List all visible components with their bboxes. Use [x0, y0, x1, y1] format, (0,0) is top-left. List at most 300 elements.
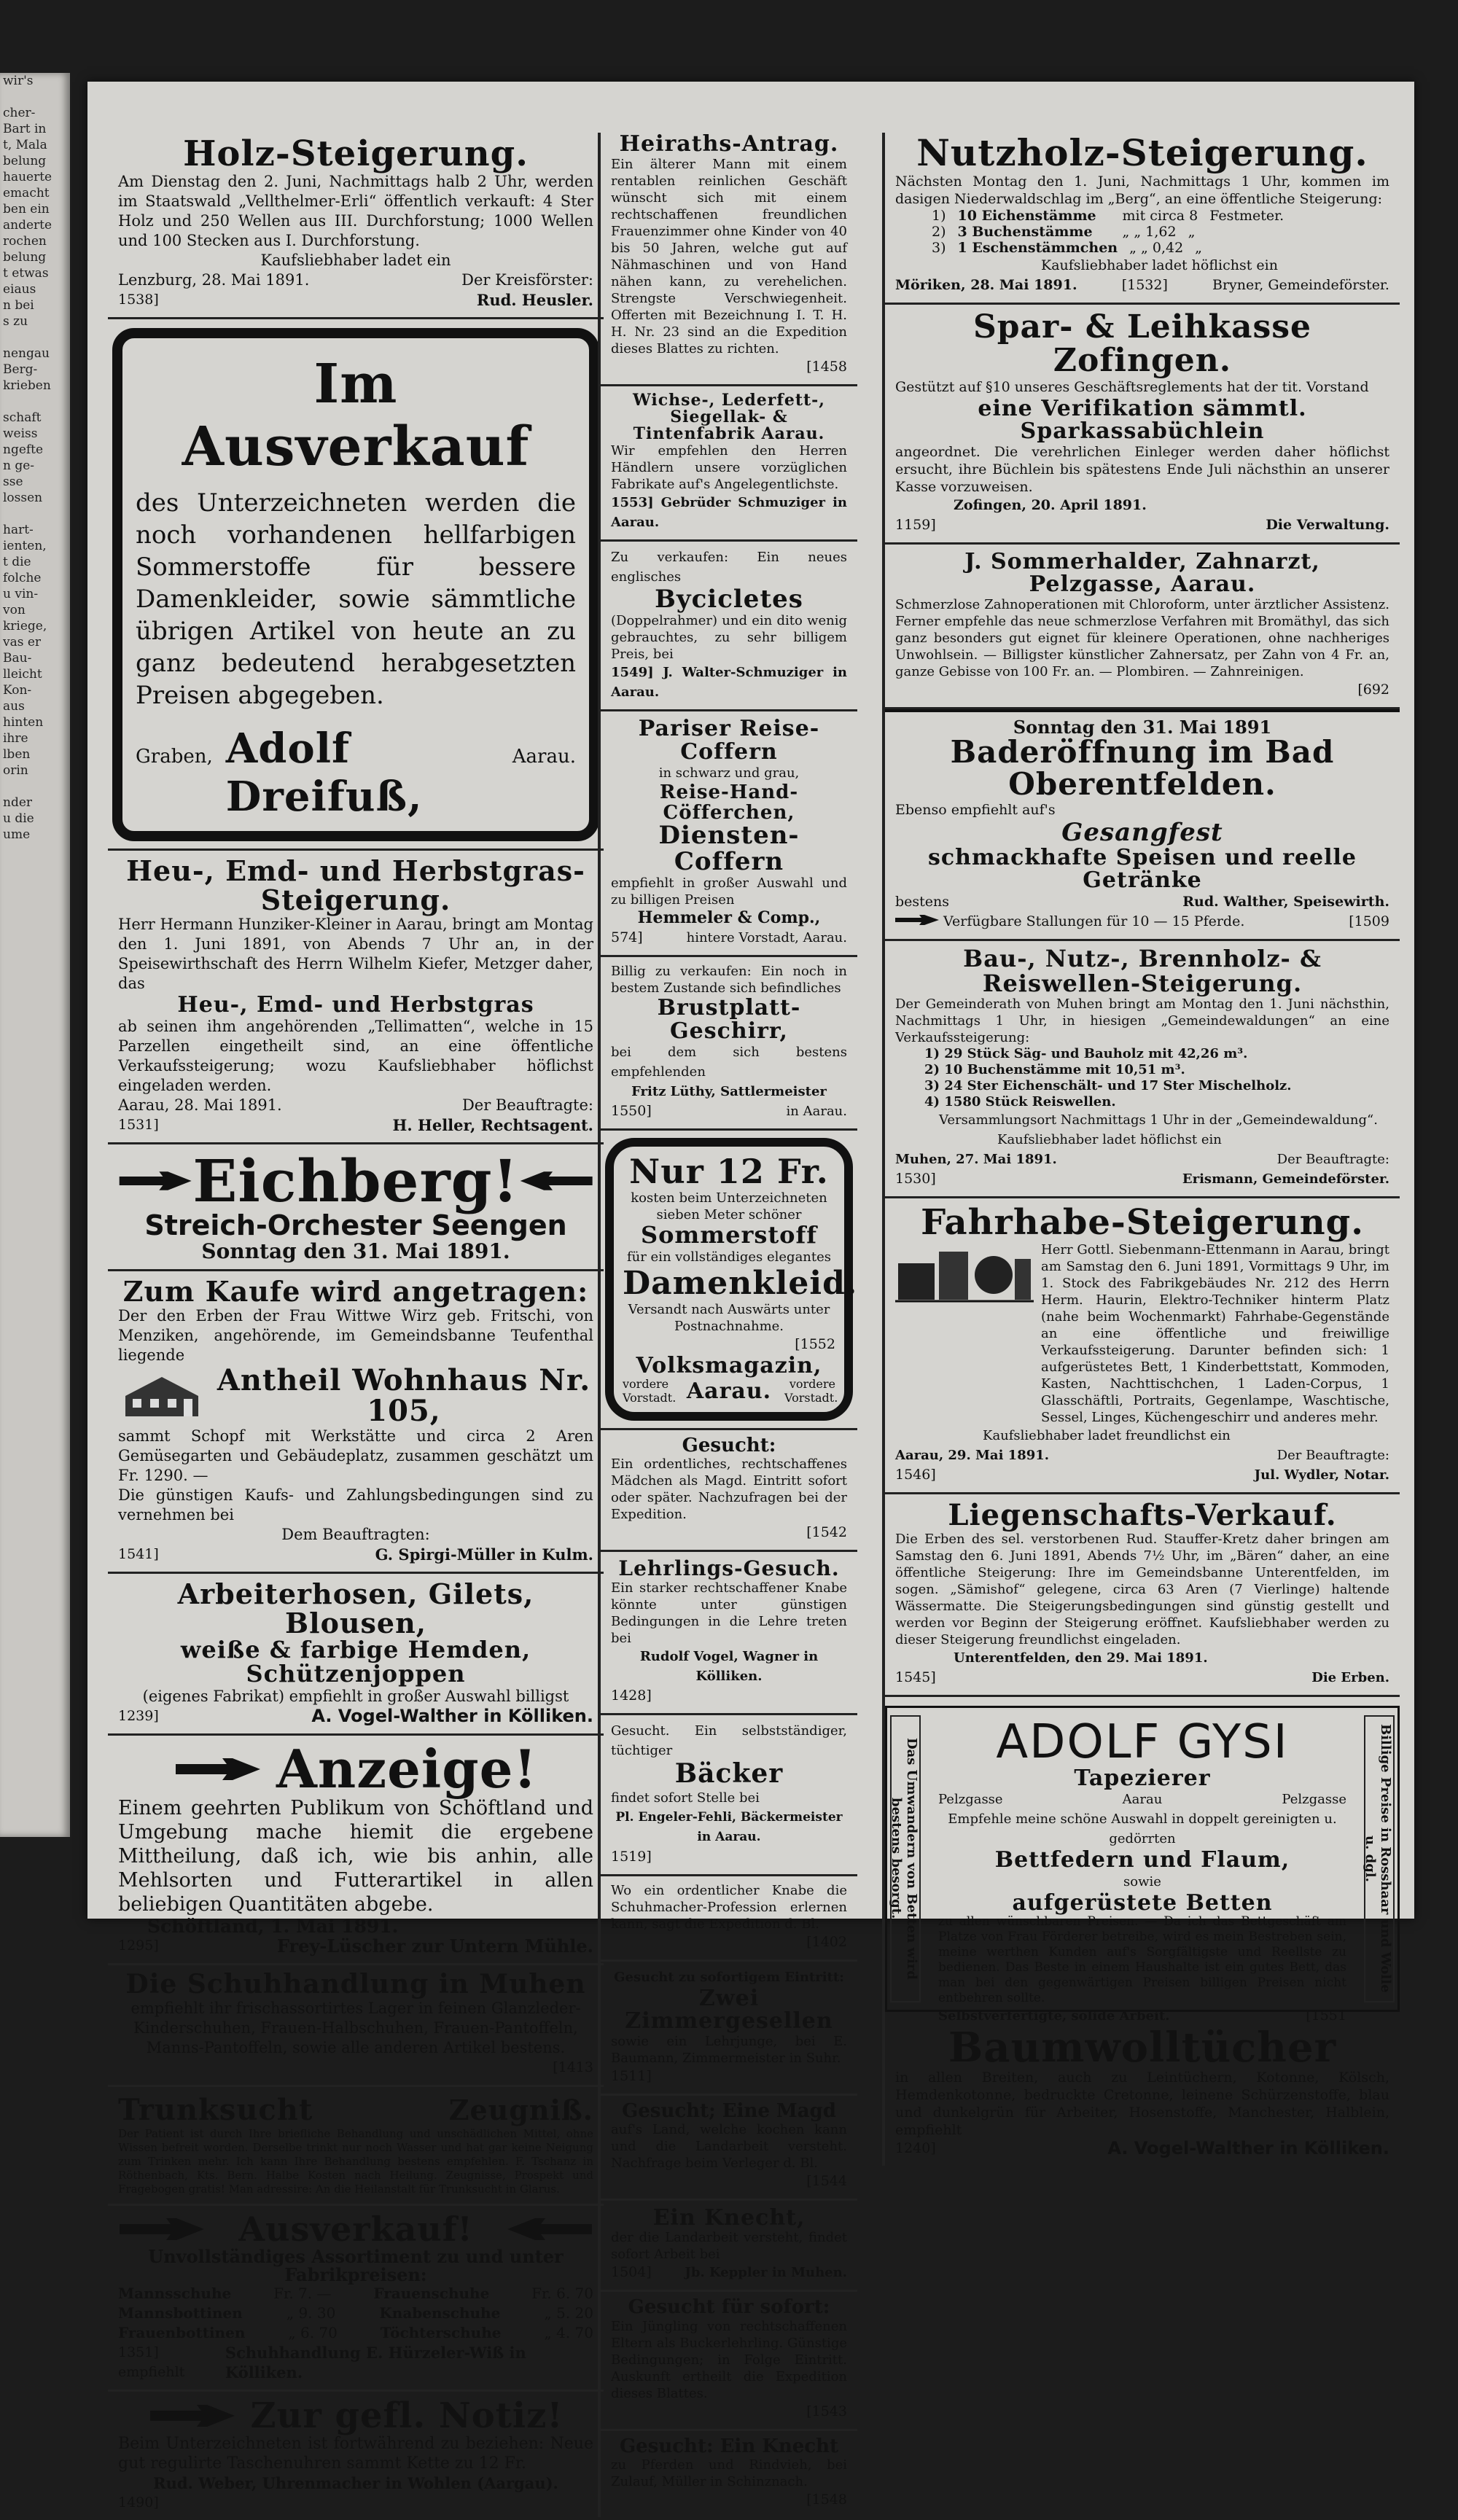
prev-page-fragment: t, Mala — [3, 138, 47, 152]
ad-body: Einem geehrten Publikum von Schöftland und Umgebung mache hiemit die ergebene Mittheilung, daß ich, wie bis anhin, alle Mehlsorten und Futterartikel in allen beliebigen Quantitäten abgebe. — [118, 1797, 593, 1916]
ad-baecker — [601, 1715, 857, 1876]
ad-number: [1402 — [806, 1933, 847, 1950]
prev-page-fragment: Bart in — [3, 122, 47, 136]
ad-number: [1458 — [806, 358, 847, 375]
prev-page-fragment: nder — [3, 795, 33, 810]
ad-nutzholz — [885, 133, 1400, 305]
ad-number: [1552 — [795, 1335, 835, 1352]
ad-title: Brustplatt-Geschirr, — [657, 995, 801, 1044]
ad-title: Fahrhabe-Steigerung. — [921, 1202, 1364, 1244]
prev-page-fragment: hauerte — [3, 170, 52, 184]
ad-body: Der Patient ist durch Ihre briefliche Behandlung und unschädlichen Mittel, ohne Wissen befreit worden. Derselbe trinkt nur noch Wasser und hat gar keine Neigung zum Trinken mehr. Ich kann Ihre Behandlung bestens empfehlen. F. Tschanz in Röthenbach, Kts. Bern. Halbe Kosten nach Heilung. Zeugnisse, Prospekt und Fragebogen gratis! Man adressire: An die Heilanstalt für Trunksucht in Glarus. — [118, 2127, 593, 2196]
ad-sparkasse — [885, 305, 1400, 545]
ad-trunksucht — [108, 2087, 604, 2206]
pointing-hand-right-icon — [149, 2403, 236, 2428]
ad-number: 1531] — [118, 1116, 159, 1133]
ad-sowie: sowie — [1123, 1873, 1161, 1889]
ad-line2: Reise-Hand-Cöfferchen, — [659, 781, 799, 824]
ad-signer: Bryner, Gemeindeförster. — [1212, 276, 1389, 293]
prev-page-fragment: ienten, — [3, 539, 47, 553]
ad-adolf-gysi — [885, 1706, 1400, 2024]
ad-number: [1413 — [553, 2059, 593, 2076]
lot-row: 2) 10 Buchenstämme mit 10,51 m³. — [924, 1062, 1185, 1078]
ad-body: ab seinen ihm angehörenden „Tellimatten“, welche in 15 Parzellen eingetheilt sind, an eine öffentliche Verkaufssteigerung; wozu Kaufsliebhaber höflichst eingeladen werden. — [118, 1017, 593, 1094]
prev-page-fragment: u vin- — [3, 587, 39, 601]
prev-page-fragment: orin — [3, 763, 28, 778]
column-middle — [598, 133, 857, 2517]
ad-body: Ein älterer Mann mit einem rentablen reinlichen Geschäft wünscht sich mit einem rechtschaffenen freundlichen Frauenzimmer ohne Kinder von 40 bis 50 Jahren, welche gut auf Nähmaschinen und von Hand nähen kann, zu verehelichen. Strengste Verschwiegenheit. Offerten mit Bezeichnung I. T. H. H. Nr. 23 sind an die Expedition dieses Blattes zu richten. — [611, 156, 847, 356]
ad-title: Lehrlings-Gesuch. — [618, 1556, 840, 1581]
prev-page-fragment: vas er — [3, 635, 42, 649]
ad-number: 1550] — [611, 1103, 652, 1120]
lot-cell: mit circa 8 — [1122, 207, 1198, 224]
prev-page-fragment: anderte — [3, 218, 52, 233]
ad-body: der die Landarbeit versteht, findet sofort Arbeit bei — [611, 2230, 847, 2263]
lot-list — [895, 1046, 1389, 1110]
ad-number: 1545] — [895, 1669, 936, 1685]
ad-bad-oberentfelden — [885, 709, 1400, 941]
prev-page-fragment: lossen — [3, 491, 43, 505]
ad-signer: Rudolf Vogel, Wagner in Kölliken. — [639, 1648, 819, 1684]
ad-mid: Aarau — [1122, 1792, 1163, 1808]
ad-signer: A. Vogel-Walther in Kölliken. — [1107, 2138, 1389, 2159]
prev-page-fragment: lleicht — [3, 667, 42, 682]
ad-title: Bäcker — [674, 1758, 784, 1789]
ad-anzeige — [108, 1736, 604, 1966]
prev-page-fragment: cher- — [3, 106, 36, 120]
lot-cell: 1) — [932, 207, 946, 224]
ad-number: 574] — [611, 929, 643, 946]
lot-row: 3) 24 Ster Eichenschält- und 17 Ster Mischelholz. — [924, 1078, 1292, 1094]
ad-body: Empfehle meine schöne Auswahl in doppelt gereinigten u. gedörrten — [948, 1811, 1337, 1847]
ad-body: (Doppelrahmer) und ein dito wenig gebrauchtes, zu sehr billigem Preis, bei — [611, 613, 847, 663]
ad-sign-role: Der Kreisförster: — [461, 271, 593, 289]
prev-page-fragment — [0, 329, 70, 346]
ad-end: Selbstverfertigte, solide Arbeit. — [938, 2008, 1170, 2024]
ad-body: sammt Schopf mit Werkstätte und circa 2 Aren Gemüsegarten und Gebäudeplatz, zusammen geschätzt um Fr. 1290. — — [118, 1427, 593, 1484]
price-cell: „ 6. 70 — [288, 2323, 338, 2341]
ad-line4: bestens — [895, 893, 950, 910]
ad-sub: Tapezierer — [1074, 1765, 1211, 1791]
pointing-hand-right-icon — [118, 1169, 192, 1193]
prev-page-fragment: wir's — [3, 74, 34, 88]
house-illustration-icon — [118, 1374, 206, 1418]
ad-buyers: Kaufsliebhaber ladet höflichst ein — [1041, 257, 1278, 273]
price-row — [118, 2284, 593, 2304]
lot-row — [895, 208, 1389, 224]
ad-place: Schöftland, 1. Mai 1891. — [147, 1916, 399, 1938]
ad-title: Die Schuhhandlung in Muhen — [125, 1969, 586, 2000]
ad-baumwolltuecher — [885, 2021, 1400, 2166]
ad-sub: Streich-Orchester Seengen — [144, 1209, 567, 1241]
ad-signer: 1553] Gebrüder Schmuziger in Aarau. — [611, 494, 847, 530]
ad-number: [1544 — [806, 2172, 847, 2189]
prev-page-fragment: rochen — [3, 234, 47, 249]
ad-body: Nächsten Montag den 1. Juni, Nachmittags 1 Uhr, kommen im dasigen Niederwaldschlag im „Berg“, an eine öffentliche Steigerung: — [895, 173, 1389, 207]
ad-right: vordere Vorstadt. — [784, 1377, 838, 1405]
ad-big2: aufgerüstete Betten — [1012, 1889, 1273, 1916]
ad-number: 1530] — [895, 1171, 936, 1187]
ad-number: 1239] — [118, 1707, 159, 1724]
ad-body: angeordnet. Die verehrlichen Einleger werden daher höflichst ersucht, ihre Büchlein bis spätestens Ende Juli nächsthin an unserer Kasse vorzuweisen. — [895, 443, 1389, 495]
ad-line3: schmackhafte Speisen und reelle Getränke — [927, 844, 1357, 894]
ad-line2: Sommerstoff — [640, 1220, 818, 1249]
price-cell: Fr. 7. — — [273, 2284, 332, 2302]
ad-body: Wir empfehlen den Herren Händlern unsere vorzüglichen Fabrikate auf's Angelegentlichste. — [611, 442, 847, 492]
price-cell: Knabenschuhe — [379, 2304, 501, 2322]
prev-page-fragment: aus — [3, 699, 25, 714]
ad-sub: Heu-, Emd- und Herbstgras — [177, 992, 534, 1018]
column-right — [882, 133, 1400, 2166]
ad-left: Trunksucht — [118, 2093, 313, 2128]
ad-title: Bycicletes — [655, 584, 803, 614]
ad-terms: Die günstigen Kaufs- und Zahlungsbedingungen sind zu vernehmen bei — [118, 1486, 593, 1524]
ad-signer: Rud. Weber, Uhrenmacher in Wohlen (Aargau). — [153, 2474, 558, 2493]
ad-ausverkauf-schuhe — [108, 2206, 604, 2392]
ad-title: Holz-Steigerung. — [183, 133, 529, 174]
ad-body: Herr Gottl. Siebenmann-Ettenmann in Aarau, bringt am Samstag den 6. Juni 1891, Vormittags 9 Uhr, im 1. Stock des Fabrikgebäudes Nr. 212 des Herrn Herm. Haurin, Elektro-Techniker hinterm Platz (nahe beim Wochenmarkt) Fahrhabe-Gegenstände an eine öffentliche und freiwillige Verkaufssteigerung. Darunter befinden sich: 1 aufgerüstetes Bett, 1 Kinderbettstatt, Kommoden, Kasten, Nachttischchen, 1 Laden-Corpus, 1 Glasschäftli, Portraits, Gegenlampe, Waschtische, Sessel, Linges, Küchengeschirr und anderes mehr. — [1041, 1241, 1389, 1425]
ad-number: 1159] — [895, 516, 936, 533]
ad-note: Verfügbare Stallungen für 10 — 15 Pferde. — [943, 913, 1245, 929]
ad-zahnarzt — [885, 545, 1400, 709]
ad-number: 1428] — [611, 1687, 652, 1704]
ad-line6: Volksmagazin, — [636, 1352, 822, 1378]
ad-signer: Hemmeler & Comp., — [637, 908, 821, 928]
ad-title: Spar- & Leihkasse Zofingen. — [972, 308, 1312, 379]
prev-page-fragment: hinten — [3, 715, 44, 730]
furniture-illustration-icon — [895, 1241, 1034, 1303]
ad-big: eine Verifikation sämmtl. Sparkassabüchlein — [978, 395, 1307, 445]
prev-page-fragment: eiaus — [3, 282, 36, 297]
lot-row: 1) 29 Stück Säg- und Bauholz mit 42,26 m³. — [924, 1046, 1248, 1062]
ad-buyers: Kaufsliebhaber ladet höflichst ein — [997, 1132, 1222, 1148]
ad-gesucht-knecht — [601, 2431, 857, 2517]
ad-right: Zeugniß. — [448, 2094, 593, 2127]
ad-schuhhandlung — [108, 1965, 604, 2087]
ad-number: [1548 — [806, 2491, 847, 2508]
price-cell: Fr. 6. 70 — [531, 2284, 593, 2302]
ad-signer: Die Erben. — [1311, 1669, 1389, 1685]
prev-page-fragment — [0, 779, 70, 795]
ad-wichse — [601, 386, 857, 542]
ad-signer: Erismann, Gemeindeförster. — [1182, 1171, 1389, 1187]
prev-page-fragment: t etwas — [3, 266, 49, 281]
previous-page-edge — [0, 73, 70, 1837]
column-left — [108, 133, 604, 2520]
prev-page-fragment: krieben — [3, 378, 51, 393]
lot-cell: „ „ 0,42 — [1129, 239, 1184, 256]
ad-number: 1546] — [895, 1466, 936, 1483]
price-list — [118, 2284, 593, 2343]
ad-signer: 1549] J. Walter-Schmuziger in Aarau. — [611, 665, 847, 701]
ad-signer: Pl. Engeler-Fehli, Bäckermeister in Aarau. — [615, 1809, 843, 1844]
ad-fahrhabe — [885, 1198, 1400, 1494]
ad-footer-right: Schuhhandlung E. Hürzeler-Wiß in Kölliken. — [225, 2343, 526, 2381]
price-cell: „ 9. 30 — [286, 2304, 336, 2322]
prev-page-fragment: ben ein — [3, 202, 50, 216]
ad-right: Aarau. — [512, 746, 576, 768]
prev-page-fragment: ngefte — [3, 442, 44, 457]
ad-signer: Die Verwaltung. — [1266, 516, 1389, 533]
price-row — [118, 2323, 593, 2343]
ad-title: ADOLF GYSI — [996, 1715, 1289, 1769]
prev-page-fragment: weiss — [3, 426, 38, 441]
price-cell: „ 4. 70 — [544, 2323, 593, 2341]
ad-place: Aarau, 29. Mai 1891. — [895, 1447, 1050, 1463]
ad-number: 1490] — [118, 2494, 159, 2511]
ad-body: Wo ein ordentlicher Knabe die Schuhmacher-Profession erlernen kann, sagt die Expedition d. Bl. — [611, 1882, 847, 1932]
lot-row — [895, 240, 1389, 256]
ad-place: Lenzburg, 28. Mai 1891. — [118, 271, 310, 289]
ad-intro: Herr Hermann Hunziker-Kleiner in Aarau, bringt am Montag den 1. Juni 1891, von Abends 7 Uhr an, in der Speisewirthschaft des Herrn Wilhelm Kiefer, Metzger daher, das — [118, 916, 593, 993]
ad-title: Baumwolltücher — [948, 2023, 1337, 2072]
ad-signer: Rud. Heusler. — [476, 291, 593, 310]
ad-body: Der Gemeinderath von Muhen bringt am Montag den 1. Juni nächsthin, Nachmittags 1 Uhr, in hiesigen „Gemeindewaldungen“ an eine Verkaufssteigerung: — [895, 996, 1389, 1046]
ad-intro: Gestützt auf §10 unseres Geschäftsreglements hat der tit. Vorstand — [895, 378, 1369, 395]
pointing-hand-right-icon — [118, 2217, 206, 2242]
ad-body2: zu allen wünschbaren Preisen. — Da ich das Bettgeschäft am Platze von Frau Förderer betreibe, wird es mein Bestreben sein, meine werthen Kunden auf's Sorgfältigste und Reellste zu bedienen. Das Beste in einem Haushalte ist ein gutes Bett, das man bei den gegenwärtigen Preisen billigen Preisen nicht entbehren sollte. — [938, 1914, 1346, 2006]
ad-signer: Fritz Lüthy, Sattlermeister — [631, 1084, 827, 1100]
prev-page-fragment: t die — [3, 555, 31, 569]
price-row — [118, 2304, 593, 2323]
ad-line3: Diensten-Coffern — [658, 821, 800, 876]
price-cell: Töchterschuhe — [380, 2323, 502, 2341]
ad-signer: Jul. Wydler, Notar. — [1254, 1467, 1389, 1483]
ad-body: empfiehlt in großer Auswahl und zu billigen Preisen — [611, 875, 847, 908]
ad-title: Wichse-, Lederfett-, Siegellak- & Tintenfabrik Aarau. — [633, 390, 825, 443]
ad-body: bei dem sich bestens empfehlenden — [611, 1045, 847, 1080]
prev-page-fragment — [0, 89, 70, 105]
ad-bycicletes — [601, 542, 857, 712]
prev-page-fragment — [0, 843, 70, 859]
lot-row — [895, 224, 1389, 240]
ad-title: Pariser Reise-Coffern — [638, 716, 820, 765]
ad-body: Die Erben des sel. verstorbenen Rud. Stauffer-Kretz daher bringen am Samstag den 6. Juni 1891, Abends 7½ Uhr, im „Bären“ daher, an eine öffentliche Steigerung: Ihre im Gemeindsbanne Unterentfelden, im sogen. „Sämishof“ gelegene, circa 63 Aren (7 Vierlinge) haltende Wässermatte. Die Steigerungsbedingungen sind günstig gestellt und werden vor Beginn der Steigerung eröffnet. Kaufsliebhaber werden zu dieser Steigerung freundlichst eingeladen. — [895, 1531, 1389, 1647]
price-cell: „ 5. 20 — [544, 2304, 593, 2322]
price-cell: Frauenschuhe — [373, 2284, 490, 2302]
ad-signer: H. Heller, Rechtsagent. — [392, 1115, 593, 1134]
ad-body: Ein Jüngling von rechtschaffenen Eltern als Buckerlehrling. Günstige Bedingungen; in Folge Eintritt. Auskunft ertheilt die Expedition dieses Blattes. — [611, 2318, 847, 2401]
ad-title: Zwei Zimmergesellen — [625, 1985, 833, 2034]
ad-title: Gesucht für sofort: — [628, 2296, 830, 2319]
ad-arbeiterhosen — [108, 1574, 604, 1736]
ad-side-left: Das Umwandern von Betten wird bestens besorgt. — [890, 1715, 921, 2002]
prev-page-fragment: belung — [3, 250, 47, 265]
prev-page-fragment: ihre — [3, 731, 28, 746]
prev-page-fragment: nengau — [3, 346, 50, 361]
ad-eichberg — [108, 1144, 604, 1271]
ad-line4: Damenkleid. — [623, 1265, 858, 1303]
ad-title: Ausverkauf! — [238, 2209, 473, 2250]
lot-row: 4) 1580 Stück Reiswellen. — [924, 1094, 1116, 1110]
ad-notiz — [108, 2392, 604, 2520]
ad-title: Baderöffnung im Bad Oberentfelden. — [950, 734, 1335, 803]
ad-signer: Jb. Keppler in Muhen. — [685, 2265, 847, 2281]
prev-page-fragment: schaft — [3, 410, 42, 425]
ad-nur-12-fr — [605, 1138, 858, 1421]
ad-place: Unterentfelden, den 29. Mai 1891. — [954, 1650, 1208, 1666]
ad-name: Adolf Dreifuß, — [225, 725, 423, 822]
ad-right: Pelzgasse — [1282, 1792, 1346, 1808]
lot-cell: „ — [1188, 223, 1196, 240]
ad-place: Muhen, 27. Mai 1891. — [895, 1152, 1057, 1168]
ad-title: Gesucht; Eine Magd — [622, 2099, 836, 2122]
ad-body: zu Pferden und Rindvieh, bei Zulauf, Müller in Schinznach. — [611, 2457, 847, 2489]
ad-line2: Gesangfest — [1061, 818, 1223, 848]
ad-side-right: Billige Preise in Rosshaar und Wolle u. dgl. — [1364, 1715, 1395, 2002]
lot-cell: „ „ 1,62 — [1122, 223, 1177, 240]
ad-body: des Unterzeichneten werden die noch vorhandenen hellfarbigen Sommerstoffe für bessere Damenkleider, sowie sämmtliche übrigen Artikel von heute an zu ganz bedeutend herabgesetzten Preisen abgegeben. — [136, 488, 576, 711]
ad-intro: Gesucht zu sofortigem Eintritt: — [614, 1969, 844, 1985]
ad-left: Pelzgasse — [938, 1792, 1003, 1808]
ad-big: Bettfedern und Flaum, — [994, 1847, 1290, 1873]
ad-body: findet sofort Stelle bei — [611, 1790, 760, 1806]
ad-title: Liegenschafts-Verkauf. — [948, 1497, 1337, 1532]
ad-signer: Frey-Lüscher zur Untern Mühle. — [276, 1935, 593, 1957]
prev-page-fragment: Berg- — [3, 362, 38, 377]
lot-cell: 10 Eichenstämme — [957, 207, 1096, 224]
ad-signer: Rud. Walther, Speisewirth. — [1182, 893, 1389, 910]
ad-number: 1519] — [611, 1848, 652, 1865]
ad-bauholz — [885, 941, 1400, 1198]
ad-left: vordere Vorstadt. — [623, 1377, 677, 1405]
ad-heiraths-antrag — [601, 133, 857, 386]
ad-mid: Aarau. — [686, 1378, 772, 1404]
ad-buyers: Kaufsliebhaber ladet freundlichst ein — [983, 1427, 1231, 1443]
ad-place: Möriken, 28. Mai 1891. — [895, 276, 1077, 293]
ad-line1: kosten beim Unterzeichneten sieben Meter schöner — [631, 1190, 827, 1222]
ad-sub: weiße & farbige Hemden, Schützenjoppen — [180, 1635, 531, 1688]
ad-meet: Versammlungsort Nachmittags 1 Uhr in der „Gemeindewaldung“. — [939, 1112, 1378, 1128]
lot-cell: „ — [1195, 239, 1203, 256]
ad-sub: Unvollständiges Assortiment zu und unter Fabrikpreisen: — [148, 2245, 564, 2285]
ad-title: Eichberg! — [192, 1146, 519, 1215]
ad-number: 1538] — [118, 292, 159, 308]
ad-body: auf's Land, welche kochen kann und die Landarbeit versteht. Nachfrage beim Verleger d. Bl. — [611, 2121, 847, 2171]
ad-date: Sonntag den 31. Mai 1891. — [201, 1238, 510, 1263]
prev-page-fragment: belung — [3, 154, 47, 168]
ad-number: [1542 — [806, 1524, 847, 1541]
ad-number: 1295] — [118, 1938, 159, 1954]
pointing-hand-right-icon — [895, 914, 939, 926]
lot-cell: Festmeter. — [1209, 207, 1284, 224]
ad-title: J. Sommerhalder, Zahnarzt, Pelzgasse, Aarau. — [964, 548, 1320, 598]
ad-eine-magd — [601, 2096, 857, 2201]
ad-heu-steigerung — [108, 849, 604, 1144]
ad-gesucht-magd — [601, 1428, 857, 1552]
ad-body: Ein starker rechtschaffener Knabe könnte unter günstigen Bedingungen in die Lehre treten bei — [611, 1580, 847, 1646]
ad-sign-role: Der Beauftragte: — [461, 1096, 593, 1114]
ad-number: 1511] — [611, 2067, 652, 2084]
ad-zimmergesellen — [601, 1962, 857, 2096]
ad-ein-knecht — [601, 2201, 857, 2293]
prev-page-fragment: n ge- — [3, 459, 35, 473]
ad-body: sowie ein Lehrjunge, bei E. Baumann, Zimmermeister in Suhr. — [611, 2033, 847, 2066]
ad-place: in Aarau. — [786, 1104, 847, 1120]
ad-title: Gesucht: Ein Knecht — [619, 2435, 839, 2457]
pointing-hand-right-icon — [174, 1757, 262, 1782]
ad-title: Anzeige! — [276, 1737, 537, 1800]
prev-page-fragment — [0, 506, 70, 522]
ad-number: 1504] — [611, 2264, 652, 2281]
ad-body: empfiehlt ihr frischassortirtes Lager in feinen Glanzleder-Kinderschuhen, Frauen-Halbschuhen, Frauen-Pantoffeln, Manns-Pantoffeln, sowie alle anderen Artikel bestens. — [130, 2000, 581, 2057]
ad-sign-role: Dem Beauftragten: — [281, 1525, 430, 1543]
prev-page-fragment: lben — [3, 747, 31, 762]
ad-wohnhaus — [108, 1271, 604, 1574]
prev-page-fragment: emacht — [3, 186, 50, 200]
ad-number: [1543 — [806, 2403, 847, 2419]
lot-cell: 1 Eschenstämmchen — [957, 239, 1118, 256]
ad-title: Arbeiterhosen, Gilets, Blousen, — [177, 1577, 534, 1639]
ad-brustplatt — [601, 957, 857, 1131]
prev-page-fragment: ume — [3, 827, 31, 842]
ad-ausverkauf-dreifuss — [112, 328, 599, 841]
ad-line3: für ein vollständiges elegantes — [626, 1249, 832, 1265]
ad-number: 1240] — [895, 2140, 936, 2157]
lot-cell: 3) — [932, 239, 946, 256]
ad-body: Am Dienstag den 2. Juni, Nachmittags halb 2 Uhr, werden im Staatswald „Vellthelmer-Erli“ öffentlich verkauft: 4 Ster Holz und 250 Wellen aus III. Durchforstung; 1000 Wellen und 100 Stecken aus I. Durchforstung. — [118, 173, 593, 250]
ad-intro: Der den Erben der Frau Wittwe Wirz geb. Fritschi, von Menziken, angehörende, im Gemeindsbanne Teufenthal liegende — [118, 1306, 593, 1364]
ad-number: [1551 — [1306, 2008, 1346, 2024]
prev-page-fragment: folche — [3, 571, 42, 585]
ad-title: Nur 12 Fr. — [629, 1152, 829, 1192]
ad-signer: A. Vogel-Walther in Kölliken. — [311, 1705, 593, 1726]
lot-cell: 2) — [932, 223, 946, 240]
prev-page-fragment: sse — [3, 475, 23, 489]
pointing-hand-left-icon — [506, 2217, 593, 2242]
ad-holz-steigerung — [108, 133, 604, 319]
prev-page-fragment: n bei — [3, 298, 34, 313]
lot-cell: 3 Buchenstämme — [957, 223, 1093, 240]
ad-title: Heiraths-Antrag. — [619, 131, 839, 157]
prev-page-fragment: s zu — [3, 314, 28, 329]
ad-signer: G. Spirgi-Müller in Kulm. — [375, 1545, 593, 1564]
ad-address: hintere Vorstadt, Aarau. — [686, 930, 847, 946]
ad-body: Beim Unterzeichneten ist fortwährend zu beziehen: Neue gut regulirte Taschenuhren sammt Kette zu 12 Fr. — [118, 2435, 593, 2473]
ad-number: [1532] — [1121, 276, 1168, 293]
ad-title: Zum Kaufe wird angetragen: — [122, 1274, 589, 1308]
ad-gesucht-sofort — [601, 2292, 857, 2430]
ad-line1: Ebenso empfiehlt auf's — [895, 802, 1056, 819]
ad-note: (eigenes Fabrikat) empfiehlt in großer Auswahl billigst — [142, 1687, 569, 1705]
ad-title: Nutzholz-Steigerung. — [916, 131, 1368, 174]
ad-intro: Zu verkaufen: Ein neues englisches — [611, 549, 847, 585]
price-cell: Mannsbottinen — [118, 2304, 243, 2322]
ad-intro: Billig zu verkaufen: Ein noch in bestem Zustande sich befindliches — [611, 964, 847, 996]
ad-footer-left: 1351] empfiehlt — [118, 2344, 185, 2380]
lot-list — [895, 208, 1389, 256]
ad-number: 1541] — [118, 1545, 159, 1562]
ad-intro: Gesucht. Ein selbstständiger, tüchtiger — [611, 1723, 847, 1758]
price-cell: Frauenbottinen — [118, 2323, 246, 2341]
ad-place: Zofingen, 20. April 1891. — [954, 496, 1147, 513]
ad-big: Antheil Wohnhaus Nr. 105, — [217, 1362, 591, 1428]
ad-body: in allen Breiten, auch zu Leintüchern, Kotonne, Kölsch, Hemdenkotonne, bedruckte Cretonne, leinene Schürzenstoffe, blau und dunkelgrün für Arbeiter, Hosenstoffe, Manchester, Halblein, empfiehlt — [895, 2070, 1389, 2139]
ad-buyers: Kaufsliebhaber ladet ein — [260, 251, 451, 270]
ad-title: Heu-, Emd- und Herbstgras-Steigerung. — [126, 854, 585, 917]
ad-title: Im Ausverkauf — [182, 353, 530, 479]
ad-body: Schmerzlose Zahnoperationen mit Chloroform, unter ärztlicher Assistenz. Ferner empfehle das neue schmerzlose Verfahren mit Bromäthyl, das sich ganz besonders gut eignet für kleinere Operationen, ohne nachheriges Unwohlsein. — Billigster künstlicher Zahnersatz, per Zahn von 4 Fr. an, ganze Gebisse von 100 Fr. an. — Plombiren. — Zahnreinigen. — [895, 596, 1389, 679]
ad-title: Zur gefl. Notiz! — [250, 2395, 564, 2436]
ad-liegenschaft — [885, 1494, 1400, 1697]
price-cell: Mannsschuhe — [118, 2284, 232, 2302]
prev-page-fragment: u die — [3, 811, 34, 826]
ad-date: Sonntag den 31. Mai 1891 — [1013, 716, 1272, 738]
ad-place: Aarau, 28. Mai 1891. — [118, 1096, 282, 1114]
prev-page-fragment — [0, 394, 70, 410]
prev-page-fragment: hart- — [3, 523, 34, 537]
ad-body: Ein ordentliches, rechtschaffenes Mädchen als Magd. Eintritt sofort oder später. Nachzufragen bei der Expedition. — [611, 1456, 847, 1523]
